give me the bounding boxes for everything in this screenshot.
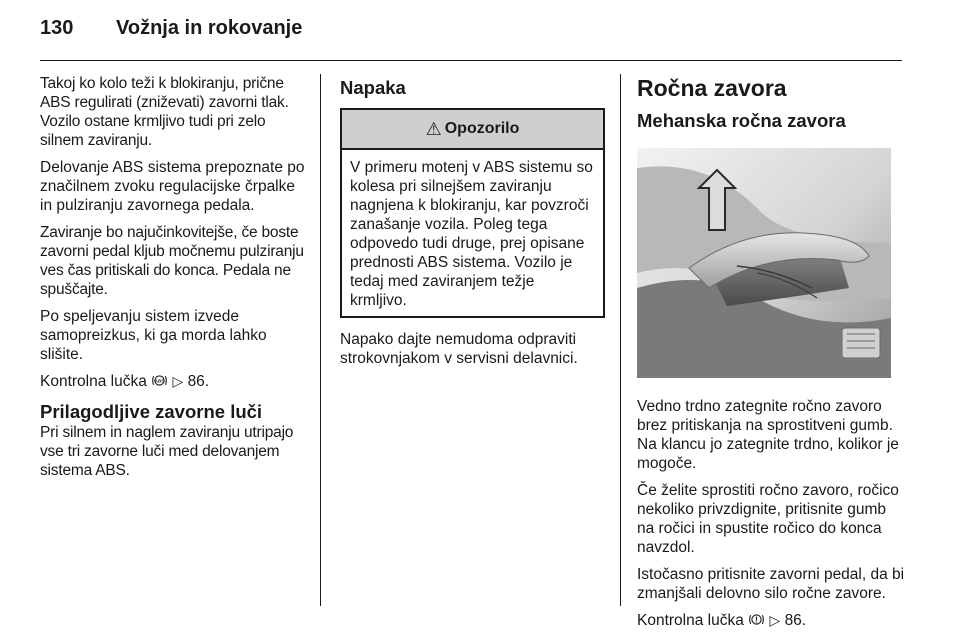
paragraph: Delovanje ABS sistema prepoznate po značilnem zvoku regulacijske črpalke in pulziranju zavornega pedala. (40, 159, 305, 214)
middle-column (340, 74, 605, 376)
paragraph: Takoj ko kolo teži k blokiranju, prične ABS regulirati (zniževati) zavorni tlak. Vozilo ostane krmljivo tudi pri zelo silnem zaviranju. (40, 75, 289, 149)
column-divider (620, 74, 621, 606)
svg-text:ABS: ABS (154, 378, 165, 384)
paragraph: Po speljevanju sistem izvede samopreizkus, ki ga morda lahko slišite. (40, 308, 267, 363)
chapter-title: Vožnja in rokovanje (116, 17, 303, 39)
warning-text: V primeru motenj v ABS sistemu so kolesa pri silnejšem zaviranju nagnjena k blokiranju, kar povzroči zanašanje vozila. Poleg tega odpovedo tudi druge, prej opisane prednosti ABS sistema. Vozilo je tedaj med zaviranjem težje krmljivo. (350, 159, 593, 309)
indicator-line (637, 611, 905, 630)
indicator-ref[interactable]: 86. (187, 373, 210, 390)
reference-arrow-icon: ▷ (172, 373, 184, 389)
paragraph: Če želite sprostiti ročno zavoro, ročico nekoliko privzdignite, pritisnite gumb na ročici in spustite ročico do konca navzdol. (637, 482, 899, 556)
header-rule (40, 60, 902, 61)
section-title: Prilagodljive zavorne luči (40, 401, 263, 422)
indicator-text: Kontrolna lučka (40, 373, 147, 390)
warning-label: Opozorilo (444, 120, 520, 137)
section-title: Ročna zavora (637, 75, 787, 101)
indicator-line (40, 372, 308, 391)
warning-triangle-icon: ⚠ (425, 118, 442, 139)
left-column (40, 74, 308, 488)
warning-body (342, 150, 603, 316)
column-divider (320, 74, 321, 606)
brake-lamp-icon (748, 613, 765, 626)
handbrake-illustration (637, 148, 891, 378)
abs-lamp-icon (151, 374, 168, 387)
section-title: Napaka (340, 77, 406, 98)
paragraph: Napako dajte nemudoma odpraviti strokovnjakom v servisni delavnici. (340, 331, 578, 367)
paragraph: Zaviranje bo najučinkovitejše, če boste zavorni pedal kljub močnemu pulziranju ves čas pritiskali do konca. Pedala ne spuščajte. (40, 224, 304, 298)
indicator-ref[interactable]: 86. (784, 612, 807, 629)
paragraph: Pri silnem in naglem zaviranju utripajo vse tri zavorne luči med delovanjem sistema ABS. (40, 424, 294, 479)
warning-header (342, 110, 603, 150)
warning-box (340, 108, 605, 318)
paragraph: Istočasno pritisnite zavorni pedal, da bi zmanjšali delovno silo ročne zavore. (637, 566, 905, 602)
section-subtitle: Mehanska ročna zavora (637, 110, 846, 131)
reference-arrow-icon: ▷ (769, 612, 781, 628)
indicator-text: Kontrolna lučka (637, 612, 744, 629)
paragraph: Vedno trdno zategnite ročno zavoro brez pritiskanja na sprostitveni gumb. Na klancu jo zategnite trdno, kolikor je mogoče. (637, 398, 899, 472)
right-column (637, 74, 905, 638)
page-number: 130 (40, 17, 74, 39)
